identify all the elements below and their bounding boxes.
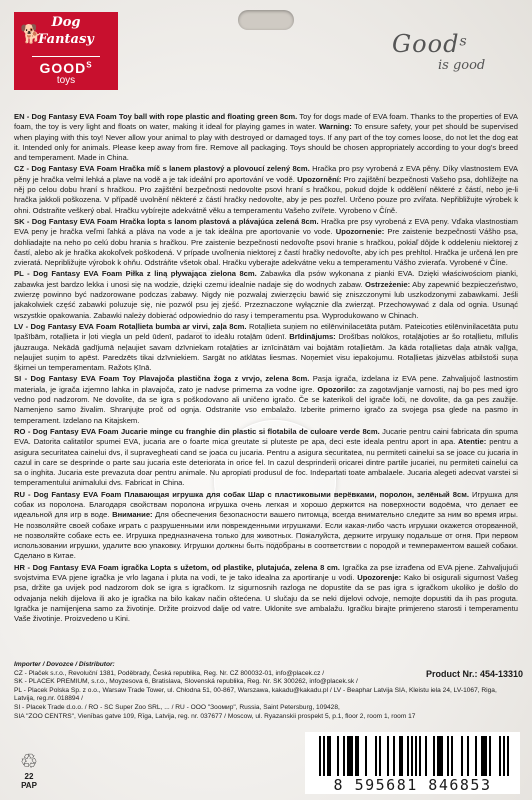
barcode-bar (343, 736, 345, 776)
barcode-bar (355, 736, 357, 776)
barcode-bar (475, 736, 477, 776)
barcode-bar (499, 736, 501, 776)
product-number: Product Nr.: 454-13310 (426, 669, 524, 679)
paragraph-text: Rotaļlieta suņiem no etilēnvinilacetāta putām. Pateicoties etilēnvinilacetāta putu īpašībām, rotaļlieta ir ļoti viegla un peld ūdenī, padarot to ideālu rotaļām ūdenī. (14, 321, 518, 342)
warning-label: Warning: (316, 122, 352, 132)
barcode-bar (393, 736, 395, 776)
barcode-bar (481, 736, 483, 776)
barcode-bar (467, 736, 469, 776)
barcode-bar (357, 736, 359, 776)
goods-is-good-tagline: Goods is good (392, 30, 486, 73)
paragraph-text: Zabawka dla psów wykonana z pianki EVA. Dzięki właściwościom pianki, zabawka jest bardzo lekka i unosi się na wodzie, dzięki czemu idealnie nadaje się do wodnych zabaw. (14, 269, 518, 289)
barcode-bar (437, 736, 439, 776)
warning-label: Upozornenie: (332, 227, 385, 237)
paragraph-text: Igračka za pse izrađena od EVA pjene. Zahvaljujući svojstvima EVA pjene igračka je vrlo lagana i pluta na vodi, te je tako idealna za aportiranje u vodi. (14, 562, 518, 583)
barcode-bar (337, 736, 339, 776)
logo-line-fantasy: Fantasy (38, 32, 94, 47)
barcode-bar (379, 736, 381, 776)
warning-label: Opozorilo: (314, 384, 356, 394)
description-paragraph (14, 269, 518, 320)
barcode-bars (319, 736, 509, 776)
goods-logo: $GOOD^S$ (39, 60, 93, 76)
description-paragraph (14, 217, 518, 268)
paragraph-text: Pasja igrača, izdelana iz EVA pene. Zahvaljujoč lastnostim materiala, je igrača izjemno lahka in plavajoča, zato je nadvse primerna za vodne igre. (14, 374, 518, 394)
paragraph-text: Toy for dogs made of EVA foam. Thanks to the properties of EVA foam, the toy is very light and floats on water, making it ideal for playing games in water. (14, 112, 518, 132)
warning-text: Pre zaistenie bezpečnosti Vášho psa, dohliadajte na neho po celú dobu hrania s hračkou. Pre zaistenie bezpečnosti nedovoľte psovi hranie s hračkou, pokiaľ dôjde k oddeleniu niektorej z častí, alebo ak je hračka akokoľvek poškodená. V prípade uvoľnenia niektorej z častí hračky nedovoľte, aby ich pes prehltol. Hračka je určená len pre zvieratá. Nepribližujte výrobok k ohňu. Odstráňte všetok obal. Hračku vyberajte adekvátne veku a temperamentu Vášho zvieraťa. Vyrobené v Číne. (14, 227, 518, 268)
logo-divider (32, 56, 100, 57)
recycle-icon: ♲ (20, 751, 38, 773)
paragraph-title: SK - Dog Fantasy EVA Foam Hračka lopta s lanom plastová a plávajúca zelená 8cm. (14, 216, 319, 226)
importer-line: SK - PLACEK PREMIUM, s.r.o., Moyzesova 6, Bratislava, Slovenská republika, Reg. Nr. SK 300262, info@placek.sk / (14, 678, 358, 686)
barcode-bar (439, 736, 441, 776)
dog-fantasy-logo (14, 12, 118, 90)
importer-line: PL - Placek Polska Sp. z o.o., Warsaw Trade Tower, ul. Chłodna 51, 00-867, Warszawa, kakadu@kakadu.pl / LV - Beaphar Latvija SIA, Kleistu iela 24, LV-1067, Riga, Latvija, reg.nr. 018894 / (14, 686, 497, 703)
warning-label: Atentie: (455, 437, 487, 447)
barcode-bar (327, 736, 329, 776)
paragraph-text: Hračka pre psy vyrobená z EVA peny. Vďaka vlastnostiam EVA peny je hračka veľmi ľahká a pláva na vode a je tak ideálna pre aportovanie vo vode. (14, 216, 518, 237)
barcode-bar (365, 736, 367, 776)
barcode-bar (387, 736, 389, 776)
warning-label: Внимание: (109, 510, 153, 520)
recycle-label: PAP (21, 781, 37, 790)
barcode-bar (411, 736, 413, 776)
importer-line: CZ - Plaček s.r.o., Revoluční 1381, Poděbrady, Česká republika, Reg. Nr. CZ 800032-01, info@placek.cz / (14, 669, 325, 677)
warning-label: Brīdinājums: (286, 332, 336, 342)
barcode-bar (399, 736, 401, 776)
recycle-mark (14, 752, 44, 790)
description-paragraph (14, 427, 518, 489)
barcode-number: 8 595681 846853 (333, 776, 492, 794)
warning-text: To ensure safety, your pet should be supervised when playing with this toy! Never allow your animal to play with destroyed or damaged toys. If any part of the toy comes loose, do not let the dog eat it. Intended only for animals. Please keep away from fire. Remove all packaging. Toys should be chosen appropriately according to your dog's breed and temperament. Made in China. (14, 122, 518, 163)
toys-label: toys (56, 75, 76, 86)
barcode-bar (485, 736, 487, 776)
paragraph-title: PL - Dog Fantasy EVA Foam Piłka z liną pływająca zielona 8cm. (14, 269, 257, 279)
warning-text: Aby zapewnić bezpieczeństwo, zwierzę powinno być nadzorowane podczas zabawy. Nigdy nie pozwalaj zwierzęciu bawić się zniszczonymi lub uszkodzonymi zabawkami. Jeśli jakakolwiek część zabawki poluzuje się, nie pozwól psu jej zjeść. Przeznaczone wyłącznie dla zwierząt. Przechowywać z dala od ognia. Usunąć wszystkie opakowania. Zabawki należy dobierać odpowiednio do rasy i temperamentu psa. Wyprodukowano w Chinach. (14, 279, 518, 320)
barcode-bar (323, 736, 325, 776)
paragraph-title: HR - Dog Fantasy EVA Foam igračka Lopta s užetom, od plastike, plutajuća, zelena 8 cm. (14, 562, 340, 572)
barcode-bar (351, 736, 353, 776)
importer-line: SI - Placek Trade d.o.o. / RO - SC Super Zoo SRL, ... / RU - ООО "Зоомир", Russia, Saint Petersburg, 109428, (14, 703, 340, 711)
barcode-bar (489, 736, 491, 776)
barcode-bar (425, 736, 427, 776)
warning-text: Для обеспечения безопасности вашего питомца, всегда внимательно следите за ним во время игры. Не позволяйте своей собаке играть с разрушенными или поврежденными игрушками. Если какая-либо часть игрушки окажется оторванной, не позволяйте собаке есть ее. Игрушка предназначена только для животных. Пожалуйста, держите игрушку подальше от огня. При первом использовании игрушки, удалите всю упаковку. Игрушки должны быть подобраны в соответствии с породой и темпераментом вашей собаки. Сделано в Китае. (14, 510, 518, 561)
paragraph-title: RO - Dog Fantasy EVA Foam Jucarie minge cu franghie din plastic si flotabila de culoare verde 8cm. (14, 426, 380, 436)
barcode-bar (401, 736, 403, 776)
recycle-code: 22 (24, 772, 34, 781)
barcode-bar (441, 736, 443, 776)
barcode-bar (349, 736, 351, 776)
barcode-bar (347, 736, 349, 776)
paragraph-text: Hračka pro psy vyrobená z EVA pěny. Díky vlastnostem EVA pěny je hračka velmi lehká a plave na vodě a je tak ideální pro aportování ve vodě. (14, 164, 518, 184)
paragraph-title: LV - Dog Fantasy EVA Foam Rotaļlieta bumba ar virvi, zaļa 8cm. (14, 321, 247, 331)
barcode-bar (451, 736, 453, 776)
warning-text: Kako bi osigurali sigurnost Vašeg psa, držite ga uvijek pod nadzorom dok se igra s igračkom. Iz sigurnosnih razloga ne dopustite da se pas igra s igračkom ukoliko je došlo do odvajanja nekih dijelova ili ako je igračka na bilo kakav način oštećena. U slučaju da se neki dijelovi odvoje, nemojte dopustiti da ih pas proguta. Igračka je namijenjena samo za životinje. Držite proizvod dalje od vatre. Uklonite sve ambalažu. Igračku birajte primjereno starosti i temperamentu Vaše životinje. Proizvedeno u Kini. (14, 573, 518, 624)
logo-line-dog: Dog (51, 15, 81, 30)
warning-text: za zagotavljanje varnosti, naj bo pes med igro vedno pod nadzorom. Ne dovolite, da se igra s poškodovano ali uničeno igračo. Če se katerikoli del igrače loči, ne dovolite, da ga pes zaužije. Namenjeno samo živalim. Shranjujte proč od ognja. Odstranite vso embalažo. Izberite primerno igračo za svojega psa glede na pasmo in temperament. Izdelano na Kitajskem. (14, 384, 518, 425)
paragraph-title: EN - Dog Fantasy EVA Foam Toy ball with rope plastic and floating green 8cm. (14, 112, 298, 121)
barcode-bar (419, 736, 421, 776)
description-paragraph (14, 164, 518, 215)
barcode-bar (483, 736, 485, 776)
barcode-bar (319, 736, 321, 776)
importer-heading: Importer / Dovozce / Distributor: (14, 661, 115, 668)
description-paragraph (14, 322, 518, 373)
barcode-bar (329, 736, 331, 776)
dog-icon: 🐕 (20, 24, 43, 44)
warning-text: Pro zajištění bezpečnosti Vašeho psa, dohlížejte na něj po celou dobu hraní s hračkou. Pro zajištění bezpečnosti nedovolte psovi hraní s hračkou, pokud dojde k oddělení některé z částí, nebo je-li hračka jakkoli poškozena. V případě uvolnění některé z částí hračky nedovolte, aby je pes pozřel. Určeno pouze pro zvířata. Nepřibližujte výrobek k ohni. Odstraňte veškerý obal. Hračku vybírejte adekvátně věku a temperamentu Vašeho zvířete. Vyrobeno v Číně. (14, 174, 518, 215)
barcode-bar (503, 736, 505, 776)
warning-label: Upozorenje: (354, 573, 402, 583)
description-paragraph (14, 563, 518, 625)
barcode (305, 732, 520, 794)
barcode-bar (447, 736, 449, 776)
barcode-bar (375, 736, 377, 776)
importer-line: SIA "ZOO CENTRS", Vienības gatve 109, Rīga, Latvija, reg. nr. 037677 / Moscow, ul. Ryazanskii prospekt 5, p.1, floor 2, room 1, room 17 (14, 712, 416, 720)
description-paragraph (14, 112, 518, 163)
warning-text: pentru a asigura securitatea cainelui dvs, il supravegheati cand se joaca cu jucaria. Pentru a asigura securitatea, nu permiteti cainelui sa se joace cu jucaria in cazul in care se desprinde o parte sau jucaria este deteriorata in orice fel. In cazul desprinderii oricarei dintre partile jucariei, nu permiteti cainelui ca sa o inghita. Jucaria este prevazuta doar pentru animale. Nu apropiati produsul de foc. Indepartati toate ambalaele. Jucaria alegeti adecvat varstei si temperamentului animalului dvs. Fabricat in China. (14, 437, 518, 488)
warning-label: Upozornění: (294, 174, 342, 184)
paragraph-title: SI - Dog Fantasy EVA Foam Toy Plavajoča plastična žoga z vrvjo, zelena 8cm. (14, 374, 310, 384)
warning-label: Ostrzeżenie: (362, 279, 411, 289)
barcode-bar (507, 736, 509, 776)
warning-text: Drošības nolūkos, rotaļājoties ar šo rotaļlietu, mīlulis jāuzrauga. Nekādā gadījumā neļaujiet savam dzīvniekam rotaļāties ar iznīcinātām vai bojātām rotaļlietām. Ja kāda rotaļlietas daļa atnāk vaļīga, neļaujiet suņim to apēst. Paredzēts tikai dzīvniekiem. Sargāt no atklātas liesmas. Noņemiet visu iepakojumu. Rotaļlietas jāizvēlas atbilstoši suņa šķirnei un temperamentam. Ražots Ķīnā. (14, 332, 518, 373)
barcode-bar (415, 736, 417, 776)
paragraph-title: RU - Dog Fantasy EVA Foam Плавающая игрушка для собак Шар с пластиковыми верёвками, поролон, зелёный 8см. (14, 489, 469, 499)
description-paragraph (14, 490, 518, 562)
description-paragraph (14, 374, 518, 425)
barcode-bar (433, 736, 435, 776)
hang-hole (238, 10, 294, 30)
paragraph-text: Jucarie pentru caini fabricata din spuma EVA. Datorita calitatilor spumei EVA, jucaria are o foarte mica greutate si pluteste pe apa, deci este ideala pentru aport in apa. (14, 426, 518, 447)
paragraph-text: Игрушка для собак из поролона. Благодаря свойствам поролона игрушка очень легкая и хорошо держится на поверхности водоёма, что делает ее идеальной для игр в воде. (14, 489, 518, 520)
barcode-bar (461, 736, 463, 776)
paragraph-title: CZ - Dog Fantasy EVA Foam Hračka míč s lanem plastový a plovoucí zelený 8cm. (14, 164, 310, 174)
barcode-bar (407, 736, 409, 776)
multilingual-description (14, 112, 518, 652)
